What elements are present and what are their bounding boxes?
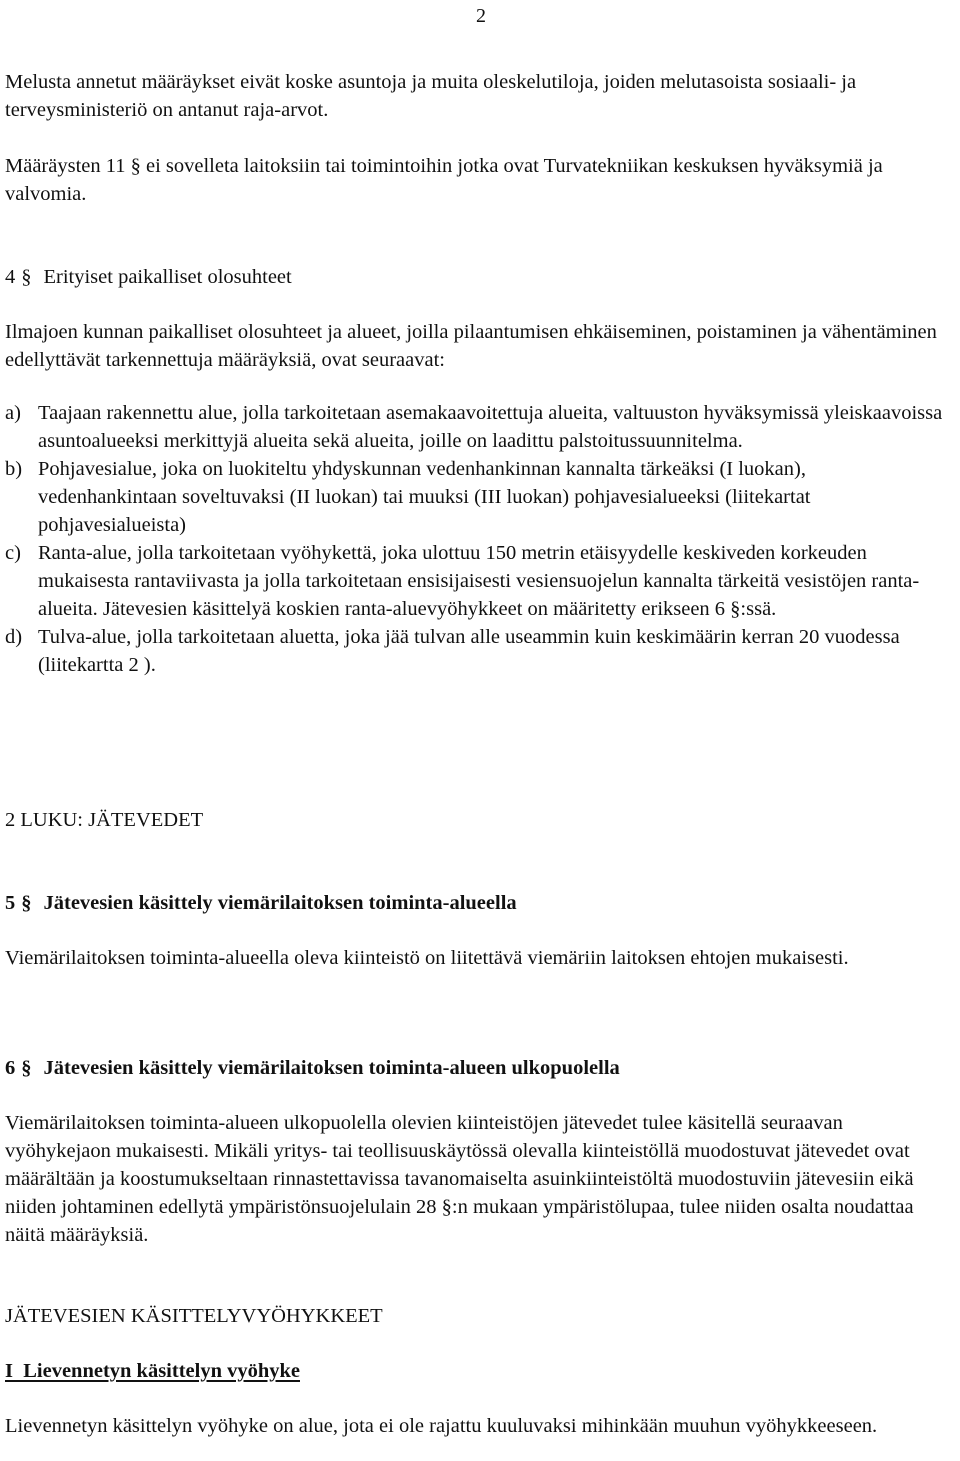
list-item-d: [5, 623, 946, 679]
section-symbol: §: [21, 1057, 32, 1079]
section-4-number: 4: [5, 266, 16, 288]
section-4-title: Erityiset paikalliset olosuhteet: [43, 266, 292, 288]
intro-paragraph-exemption: Määräysten 11 § ei sovelleta laitoksiin tai toimintoihin jotka ovat Turvatekniikan keskuksen hyväksymiä ja valvomia.: [5, 155, 883, 205]
list-item-text: Taajaan rakennettu alue, jolla tarkoitetaan asemakaavoitettuja alueita, valtuuston hyväksymissä yleiskaavoissa asuntoalueeksi merkittyjä alueita sekä alueita, joille on laadittu palstoitussuunnitelma.: [38, 402, 943, 452]
section-5-number: 5: [5, 892, 16, 914]
list-item-text: Pohjavesialue, joka on luokiteltu yhdyskunnan vedenhankinnan kannalta tärkeäksi (I luokan), vedenhankintaan soveltuvaksi (II luokan) tai muuksi (III luokan) pohjavesialueeksi (liitekartat pohjavesialueista): [38, 458, 811, 536]
section-4-intro: Ilmajoen kunnan paikalliset olosuhteet ja alueet, joilla pilaantumisen ehkäiseminen, poistaminen ja vähentäminen edellyttävät tarkennettuja määräyksiä, ovat seuraavat:: [5, 321, 937, 371]
zones-title: JÄTEVESIEN KÄSITTELYVYÖHYKKEET: [5, 1305, 383, 1327]
section-6-number: 6: [5, 1057, 16, 1079]
section-5-heading: [5, 889, 946, 917]
section-6-text: Viemärilaitoksen toiminta-alueen ulkopuolella olevien kiinteistöjen jätevedet tulee käsitellä seuraavan vyöhykejaon mukaisesti. Mikäli yritys- tai teollisuuskäytössä olevalla kiinteistöllä muodostuvat jätevedet ovat määrältään ja koostumukseltaan rinnastettavissa tavanomaiselta asuinkiinteistöltä muodostuviin jätevesiin eikä niiden johtaminen edellytä ympäristönsuojelulain 28 §:n mukaan ympäristölupaa, tulee niiden osalta noudattaa näitä määräyksiä.: [5, 1112, 914, 1246]
list-item-a: [5, 399, 946, 455]
page-number: 2: [476, 5, 486, 27]
section-5-title: Jätevesien käsittely viemärilaitoksen toiminta-alueella: [43, 892, 517, 914]
section-6-heading: [5, 1054, 946, 1082]
list-marker: d): [5, 626, 23, 648]
list-marker: c): [5, 542, 21, 564]
section-symbol: §: [21, 266, 32, 288]
list-item-b: [5, 455, 946, 539]
section-6-title: Jätevesien käsittely viemärilaitoksen toiminta-alueen ulkopuolella: [43, 1057, 620, 1079]
section-symbol: §: [21, 892, 32, 914]
intro-paragraph-noise: Melusta annetut määräykset eivät koske asuntoja ja muita oleskelutiloja, joiden melutasoista sosiaali- ja terveysministeriö on antanut raja-arvot.: [5, 71, 857, 121]
list-marker: a): [5, 402, 21, 424]
section-5-text: Viemärilaitoksen toiminta-alueella oleva kiinteistö on liitettävä viemäriin laitoksen ehtojen mukaisesti.: [5, 947, 849, 969]
zone-1-text: Lievennetyn käsittelyn vyöhyke on alue, jota ei ole rajattu kuuluvaksi mihinkään muuhun vyöhykkeeseen.: [5, 1415, 878, 1437]
section-4-list: [5, 399, 946, 679]
list-item-text: Ranta-alue, jolla tarkoitetaan vyöhykettä, joka ulottuu 150 metrin etäisyydelle keskiveden korkeuden mukaisesta rantaviivasta ja jolla tarkoitetaan ensisijaisesti vesiensuojelun kannalta tärkeitä vesistöjen ranta-alueita. Jätevesien käsittelyä koskien ranta-aluevyöhykkeet on määritetty erikseen 6 §:ssä.: [38, 542, 920, 620]
section-4-heading: [5, 263, 946, 291]
zone-1-title: [5, 1357, 946, 1385]
list-item-text: Tulva-alue, jolla tarkoitetaan aluetta, joka jää tulvan alle useammin kuin keskimäärin kerran 20 vuodessa (liitekartta 2 ).: [38, 626, 900, 676]
list-item-c: [5, 539, 946, 623]
chapter-2-title: 2 LUKU: JÄTEVEDET: [5, 809, 204, 831]
list-marker: b): [5, 458, 23, 480]
zone-1-title-text: I Lievennetyn käsittelyn vyöhyke: [5, 1360, 300, 1382]
